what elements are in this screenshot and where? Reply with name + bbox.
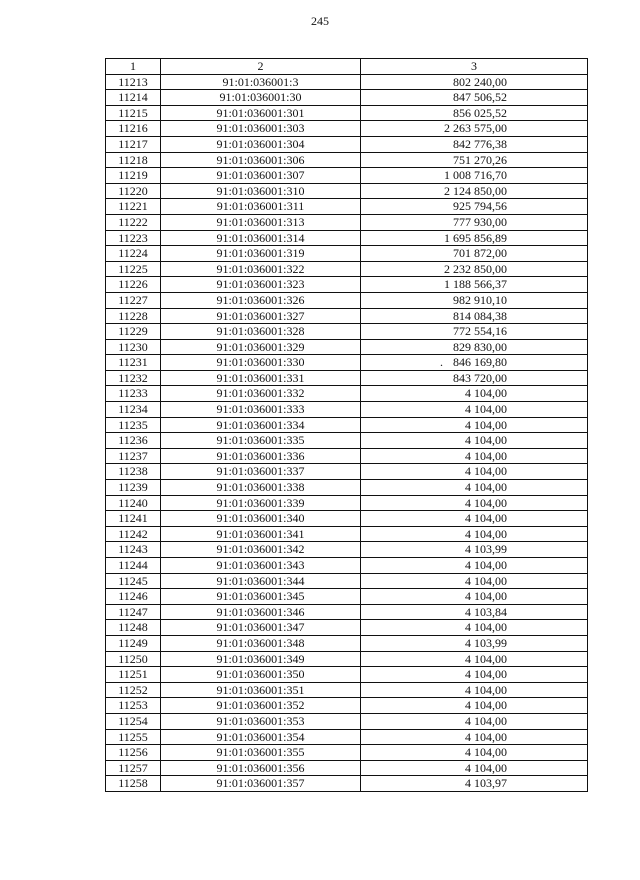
row-number-cell: 11258	[106, 776, 161, 792]
table-row	[106, 511, 588, 527]
cadastral-number-cell: 91:01:036001:339	[161, 495, 361, 511]
table-row	[106, 464, 588, 480]
table-row	[106, 370, 588, 386]
cadastral-value-cell: 4 104,00	[361, 433, 588, 449]
cadastral-number-cell: 91:01:036001:303	[161, 121, 361, 137]
cadastral-value-cell: 925 794,56	[361, 199, 588, 215]
cadastral-number-cell: 91:01:036001:346	[161, 604, 361, 620]
cadastral-number-cell: 91:01:036001:357	[161, 776, 361, 792]
row-number-cell: 11251	[106, 667, 161, 683]
row-number-cell: 11245	[106, 573, 161, 589]
table-row	[106, 776, 588, 792]
cadastral-value-cell: 4 104,00	[361, 698, 588, 714]
cadastral-number-cell: 91:01:036001:337	[161, 464, 361, 480]
table-row	[106, 136, 588, 152]
table-row	[106, 745, 588, 761]
cadastral-value-cell: 4 103,97	[361, 776, 588, 792]
cadastral-value-cell: 856 025,52	[361, 105, 588, 121]
cadastral-number-cell: 91:01:036001:351	[161, 682, 361, 698]
cadastral-value-cell: 4 104,00	[361, 558, 588, 574]
stray-dot-mark: .	[440, 355, 443, 370]
table-row	[106, 651, 588, 667]
row-number-cell: 11221	[106, 199, 161, 215]
cadastral-value-cell: 829 830,00	[361, 339, 588, 355]
cadastral-number-cell: 91:01:036001:350	[161, 667, 361, 683]
cadastral-value-cell: 4 104,00	[361, 402, 588, 418]
cadastral-number-cell: 91:01:036001:352	[161, 698, 361, 714]
cadastral-value-cell: 4 104,00	[361, 480, 588, 496]
row-number-cell: 11228	[106, 308, 161, 324]
table-row	[106, 214, 588, 230]
row-number-cell: 11243	[106, 542, 161, 558]
cadastral-number-cell: 91:01:036001:333	[161, 402, 361, 418]
cadastral-number-cell: 91:01:036001:313	[161, 214, 361, 230]
row-number-cell: 11256	[106, 745, 161, 761]
cadastral-value-cell: 1 695 856,89	[361, 230, 588, 246]
cadastral-number-cell: 91:01:036001:319	[161, 246, 361, 262]
row-number-cell: 11236	[106, 433, 161, 449]
table-row	[106, 589, 588, 605]
table-body	[106, 74, 588, 791]
row-number-cell: 11223	[106, 230, 161, 246]
cadastral-number-cell: 91:01:036001:307	[161, 168, 361, 184]
cadastral-value-table	[105, 58, 588, 792]
table-row	[106, 713, 588, 729]
cadastral-value-cell: 4 104,00	[361, 745, 588, 761]
cadastral-number-cell: 91:01:036001:354	[161, 729, 361, 745]
row-number-cell: 11240	[106, 495, 161, 511]
cadastral-value-cell: 4 104,00	[361, 417, 588, 433]
cadastral-number-cell: 91:01:036001:311	[161, 199, 361, 215]
row-number-cell: 11217	[106, 136, 161, 152]
cadastral-value-cell: 814 084,38	[361, 308, 588, 324]
row-number-cell: 11238	[106, 464, 161, 480]
row-number-cell: 11225	[106, 261, 161, 277]
row-number-cell: 11224	[106, 246, 161, 262]
table-header-row	[106, 59, 588, 75]
cadastral-value-cell: 4 103,84	[361, 604, 588, 620]
row-number-cell: 11241	[106, 511, 161, 527]
cadastral-value-cell: 4 104,00	[361, 713, 588, 729]
table-row	[106, 433, 588, 449]
row-number-cell: 11218	[106, 152, 161, 168]
cadastral-number-cell: 91:01:036001:343	[161, 558, 361, 574]
cadastral-value-cell: 982 910,10	[361, 292, 588, 308]
table-row	[106, 448, 588, 464]
table-row	[106, 480, 588, 496]
cadastral-number-cell: 91:01:036001:326	[161, 292, 361, 308]
row-number-cell: 11222	[106, 214, 161, 230]
column-header-3: 3	[361, 59, 588, 75]
cadastral-number-cell: 91:01:036001:342	[161, 542, 361, 558]
row-number-cell: 11235	[106, 417, 161, 433]
table-row	[106, 292, 588, 308]
row-number-cell: 11216	[106, 121, 161, 137]
table-row	[106, 90, 588, 106]
cadastral-number-cell: 91:01:036001:328	[161, 324, 361, 340]
row-number-cell: 11239	[106, 480, 161, 496]
cadastral-value-cell: 802 240,00	[361, 74, 588, 90]
table-row	[106, 105, 588, 121]
cadastral-value-cell: 2 232 850,00	[361, 261, 588, 277]
table-row	[106, 308, 588, 324]
table-row	[106, 355, 588, 371]
cadastral-number-cell: 91:01:036001:341	[161, 526, 361, 542]
cadastral-value-cell: 772 554,16	[361, 324, 588, 340]
cadastral-value-cell: 4 104,00	[361, 495, 588, 511]
cadastral-value-cell: 4 104,00	[361, 526, 588, 542]
table-row	[106, 417, 588, 433]
row-number-cell: 11226	[106, 277, 161, 293]
cadastral-number-cell: 91:01:036001:323	[161, 277, 361, 293]
cadastral-number-cell: 91:01:036001:348	[161, 635, 361, 651]
row-number-cell: 11214	[106, 90, 161, 106]
cadastral-number-cell: 91:01:036001:327	[161, 308, 361, 324]
cadastral-value-cell: 4 104,00	[361, 729, 588, 745]
cadastral-value-text: 846 169,80	[453, 355, 507, 370]
table-row	[106, 168, 588, 184]
cadastral-value-cell	[361, 355, 588, 371]
cadastral-number-cell: 91:01:036001:335	[161, 433, 361, 449]
cadastral-number-cell: 91:01:036001:329	[161, 339, 361, 355]
cadastral-value-cell: 843 720,00	[361, 370, 588, 386]
row-number-cell: 11213	[106, 74, 161, 90]
row-number-cell: 11233	[106, 386, 161, 402]
cadastral-value-cell: 847 506,52	[361, 90, 588, 106]
cadastral-number-cell: 91:01:036001:349	[161, 651, 361, 667]
cadastral-value-cell: 4 103,99	[361, 635, 588, 651]
cadastral-value-cell: 1 188 566,37	[361, 277, 588, 293]
row-number-cell: 11247	[106, 604, 161, 620]
cadastral-number-cell: 91:01:036001:306	[161, 152, 361, 168]
cadastral-number-cell: 91:01:036001:331	[161, 370, 361, 386]
cadastral-number-cell: 91:01:036001:344	[161, 573, 361, 589]
row-number-cell: 11250	[106, 651, 161, 667]
column-header-2: 2	[161, 59, 361, 75]
row-number-cell: 11252	[106, 682, 161, 698]
cadastral-number-cell: 91:01:036001:340	[161, 511, 361, 527]
cadastral-value-cell: 4 104,00	[361, 682, 588, 698]
cadastral-number-cell: 91:01:036001:356	[161, 760, 361, 776]
table-row	[106, 277, 588, 293]
table-row	[106, 558, 588, 574]
cadastral-value-cell: 4 104,00	[361, 448, 588, 464]
cadastral-number-cell: 91:01:036001:301	[161, 105, 361, 121]
cadastral-value-cell: 4 104,00	[361, 651, 588, 667]
row-number-cell: 11254	[106, 713, 161, 729]
table-row	[106, 74, 588, 90]
row-number-cell: 11244	[106, 558, 161, 574]
table-row	[106, 635, 588, 651]
table-row	[106, 121, 588, 137]
row-number-cell: 11215	[106, 105, 161, 121]
cadastral-number-cell: 91:01:036001:338	[161, 480, 361, 496]
table-row	[106, 604, 588, 620]
row-number-cell: 11255	[106, 729, 161, 745]
cadastral-value-cell: 4 104,00	[361, 589, 588, 605]
cadastral-number-cell: 91:01:036001:347	[161, 620, 361, 636]
cadastral-number-cell: 91:01:036001:30	[161, 90, 361, 106]
row-number-cell: 11257	[106, 760, 161, 776]
table-row	[106, 230, 588, 246]
cadastral-value-cell: 4 104,00	[361, 464, 588, 480]
cadastral-value-cell: 842 776,38	[361, 136, 588, 152]
table-row	[106, 698, 588, 714]
column-header-1: 1	[106, 59, 161, 75]
table-row	[106, 526, 588, 542]
cadastral-value-cell: 4 104,00	[361, 760, 588, 776]
row-number-cell: 11242	[106, 526, 161, 542]
cadastral-value-cell: 4 103,99	[361, 542, 588, 558]
row-number-cell: 11220	[106, 183, 161, 199]
table-row	[106, 152, 588, 168]
row-number-cell: 11232	[106, 370, 161, 386]
cadastral-value-cell: 701 872,00	[361, 246, 588, 262]
table-row	[106, 682, 588, 698]
cadastral-value-cell: 751 270,26	[361, 152, 588, 168]
table-row	[106, 339, 588, 355]
row-number-cell: 11229	[106, 324, 161, 340]
cadastral-number-cell: 91:01:036001:3	[161, 74, 361, 90]
cadastral-number-cell: 91:01:036001:314	[161, 230, 361, 246]
cadastral-number-cell: 91:01:036001:304	[161, 136, 361, 152]
cadastral-value-cell: 4 104,00	[361, 511, 588, 527]
table-row	[106, 542, 588, 558]
row-number-cell: 11246	[106, 589, 161, 605]
table-row	[106, 402, 588, 418]
cadastral-value-cell: 4 104,00	[361, 573, 588, 589]
page-number: 245	[311, 14, 329, 28]
row-number-cell: 11253	[106, 698, 161, 714]
row-number-cell: 11234	[106, 402, 161, 418]
table-row	[106, 183, 588, 199]
cadastral-number-cell: 91:01:036001:332	[161, 386, 361, 402]
cadastral-number-cell: 91:01:036001:353	[161, 713, 361, 729]
cadastral-value-cell: 4 104,00	[361, 386, 588, 402]
table-row	[106, 760, 588, 776]
row-number-cell: 11249	[106, 635, 161, 651]
row-number-cell: 11230	[106, 339, 161, 355]
cadastral-number-cell: 91:01:036001:336	[161, 448, 361, 464]
row-number-cell: 11248	[106, 620, 161, 636]
row-number-cell: 11231	[106, 355, 161, 371]
table-row	[106, 246, 588, 262]
cadastral-number-cell: 91:01:036001:334	[161, 417, 361, 433]
table-row	[106, 729, 588, 745]
cadastral-number-cell: 91:01:036001:310	[161, 183, 361, 199]
cadastral-value-cell: 2 263 575,00	[361, 121, 588, 137]
table-row	[106, 495, 588, 511]
row-number-cell: 11219	[106, 168, 161, 184]
cadastral-value-cell: 1 008 716,70	[361, 168, 588, 184]
table-row	[106, 386, 588, 402]
cadastral-value-cell: 4 104,00	[361, 667, 588, 683]
table-row	[106, 620, 588, 636]
table-row	[106, 261, 588, 277]
cadastral-number-cell: 91:01:036001:345	[161, 589, 361, 605]
cadastral-number-cell: 91:01:036001:330	[161, 355, 361, 371]
table-row	[106, 199, 588, 215]
table-row	[106, 573, 588, 589]
cadastral-value-cell: 4 104,00	[361, 620, 588, 636]
row-number-cell: 11227	[106, 292, 161, 308]
table-row	[106, 667, 588, 683]
cadastral-number-cell: 91:01:036001:322	[161, 261, 361, 277]
table-row	[106, 324, 588, 340]
row-number-cell: 11237	[106, 448, 161, 464]
cadastral-value-cell: 2 124 850,00	[361, 183, 588, 199]
cadastral-number-cell: 91:01:036001:355	[161, 745, 361, 761]
cadastral-value-cell: 777 930,00	[361, 214, 588, 230]
